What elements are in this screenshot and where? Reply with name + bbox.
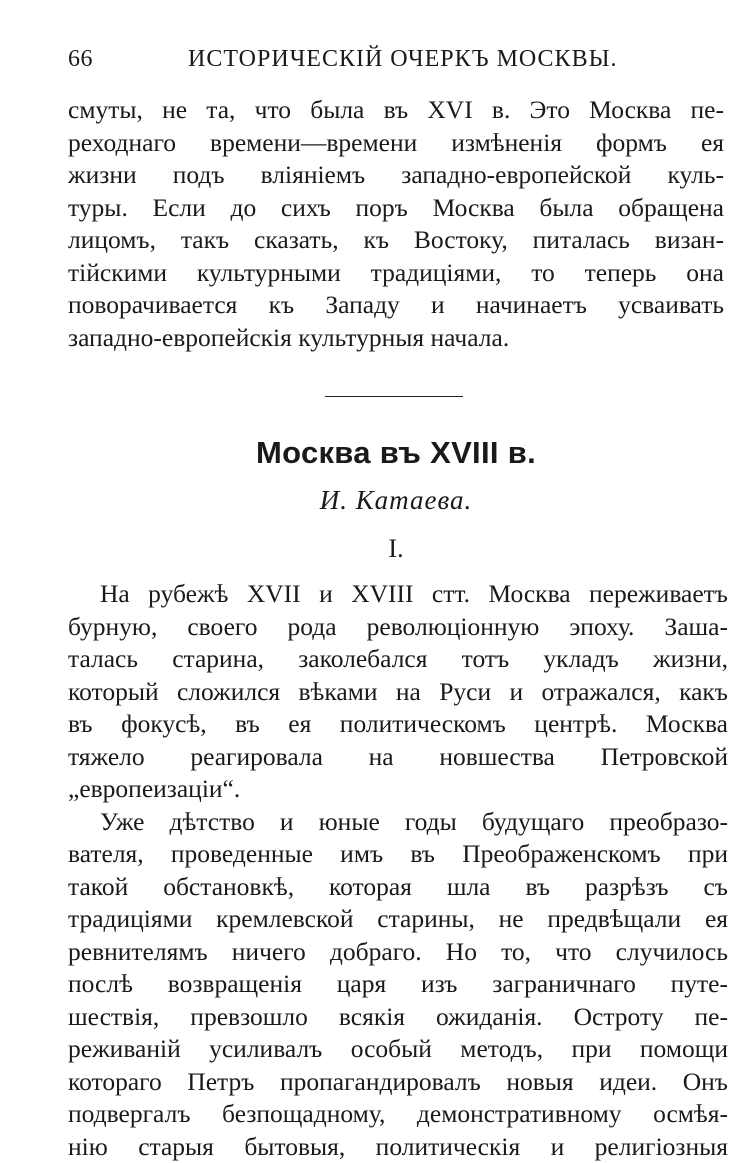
article-body xyxy=(68,578,728,1163)
paragraph-2 xyxy=(68,806,728,1163)
text-line: вателя, проведенные имъ въ Преображенскомъ при xyxy=(68,838,728,871)
text-line: бурную, своего рода революціонную эпоху. Заша- xyxy=(68,611,728,644)
text-line: такой обстановкѣ, которая шла въ разрѣзъ съ xyxy=(68,871,728,904)
text-line: котораго Петръ пропагандировалъ новыя идеи. Онъ xyxy=(68,1066,728,1099)
text-line: На рубежѣ XVII и XVIII стт. Москва переживаетъ xyxy=(68,578,728,611)
article-title: Москва въ XVIII в. xyxy=(68,435,724,471)
text-line: тійскими культурными традиціями, то теперь она xyxy=(68,257,724,290)
text-line: шествія, превзошло всякія ожиданія. Остроту пе- xyxy=(68,1001,728,1034)
text-line: реходнаго времени—времени измѣненія формъ ея xyxy=(68,127,724,160)
text-line: реживаній усиливалъ особый методъ, при помощи xyxy=(68,1033,728,1066)
text-line: подвергалъ безпощадному, демонстративному осмѣя- xyxy=(68,1098,728,1131)
text-line: жизни подъ вліяніемъ западно-европейской куль- xyxy=(68,159,724,192)
text-line: западно-европейскія культурныя начала. xyxy=(68,322,724,355)
text-line: традиціями кремлевской старины, не предвѣщали ея xyxy=(68,903,728,936)
text-line: туры. Если до сихъ поръ Москва была обращена xyxy=(68,192,724,225)
article-author: И. Катаева. xyxy=(68,485,724,516)
book-page xyxy=(68,38,724,1163)
text-line: въ фокусѣ, въ ея политическомъ центрѣ. Москва xyxy=(68,708,728,741)
text-line: тяжело реагировала на новшества Петровской xyxy=(68,741,728,774)
paragraph-1 xyxy=(68,578,728,806)
text-line: нію старыя бытовыя, политическія и религіозныя xyxy=(68,1131,728,1163)
page-number: 66 xyxy=(68,46,93,73)
section-number: I. xyxy=(68,534,724,564)
text-line: Уже дѣтство и юные годы будущаго преобразо- xyxy=(68,806,728,839)
section-divider xyxy=(325,396,463,397)
text-line: смуты, не та, что была въ XVI в. Это Москва пе- xyxy=(68,94,724,127)
text-line: послѣ возвращенія царя изъ заграничнаго путе- xyxy=(68,968,728,1001)
text-line: лицомъ, такъ сказать, къ Востоку, питалась визан- xyxy=(68,224,724,257)
text-line: „европеизаціи“. xyxy=(68,773,728,806)
intro-paragraph xyxy=(68,94,724,354)
running-head: ИСТОРИЧЕСКІЙ ОЧЕРКЪ МОСКВЫ. xyxy=(188,46,618,73)
page-header xyxy=(68,38,724,78)
text-line: талась старина, заколебался тотъ укладъ жизни, xyxy=(68,643,728,676)
text-line: который сложился вѣками на Руси и отражался, какъ xyxy=(68,676,728,709)
text-line: ревнителямъ ничего добраго. Но то, что случилось xyxy=(68,936,728,969)
text-line: поворачивается къ Западу и начинаетъ усваивать xyxy=(68,289,724,322)
